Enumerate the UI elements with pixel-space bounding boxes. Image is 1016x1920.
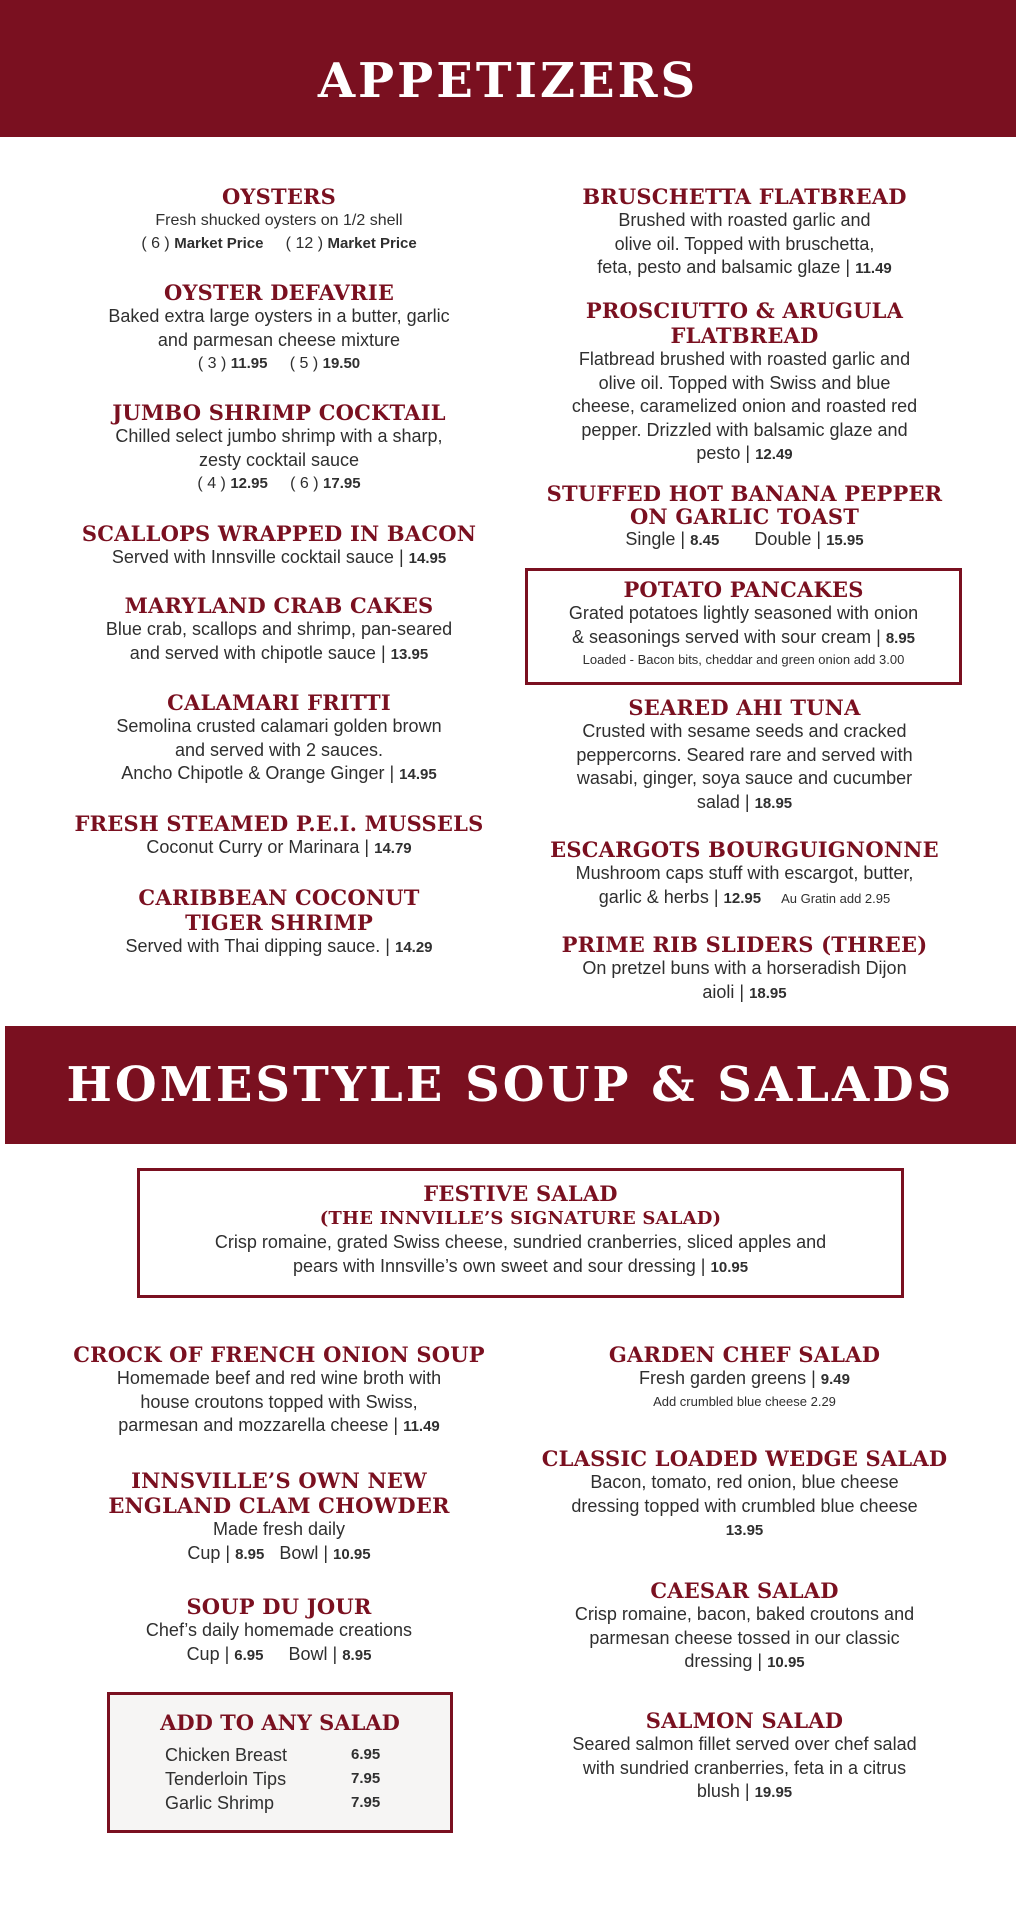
- festive-salad-box: [137, 1168, 904, 1298]
- item-name: PROSCIUTTO & ARUGULA: [585, 298, 904, 323]
- menu-item-bruschetta-flatbread: [532, 184, 957, 281]
- item-name: FLATBREAD: [670, 323, 819, 348]
- item-desc: Chef’s daily homemade creations: [145, 1620, 413, 1640]
- item-name: ESCARGOTS BOURGUIGNONNE: [550, 837, 939, 862]
- desc-text: dressing |: [684, 1651, 763, 1671]
- item-desc: olive oil. Topped with bruschetta,: [614, 233, 875, 254]
- menu-item-oyster-defavrie: [69, 280, 489, 376]
- desc-text: Ancho Chipotle & Orange Ginger |: [121, 763, 395, 783]
- item-desc: [532, 1780, 957, 1805]
- item-desc: [69, 762, 489, 787]
- qty-label: Bowl |: [288, 1643, 338, 1664]
- price: 18.95: [749, 984, 787, 1002]
- item-prices: [69, 352, 489, 376]
- price: 19.95: [754, 1784, 793, 1801]
- desc-text: Coconut Curry or Marinara |: [146, 837, 370, 857]
- add-on-row: [165, 1767, 450, 1791]
- item-name: TIGER SHRIMP: [185, 910, 373, 935]
- item-name: SCALLOPS WRAPPED IN BACON: [81, 521, 477, 546]
- item-name: FRESH STEAMED P.E.I. MUSSELS: [74, 811, 484, 836]
- menu-item-maryland-crab-cakes: [69, 593, 489, 666]
- item-name: CARIBBEAN COCONUT: [138, 885, 420, 910]
- add-on-label: Tenderloin Tips: [165, 1769, 287, 1789]
- item-desc: [69, 642, 489, 667]
- price: 10.95: [710, 1258, 749, 1276]
- desc-text: Served with Thai dipping sauce. |: [125, 936, 390, 956]
- menu-item-salmon-salad: [532, 1708, 957, 1805]
- add-on-price: 7.95: [351, 1794, 381, 1811]
- item-name: SEARED AHI TUNA: [628, 695, 861, 720]
- item-name: INNSVILLE’S OWN NEW: [131, 1468, 427, 1493]
- desc-text: feta, pesto and balsamic glaze |: [597, 257, 851, 277]
- item-desc: [532, 1367, 957, 1392]
- item-desc: Blue crab, scallops and shrimp, pan-seared: [105, 619, 453, 639]
- item-desc: Semolina crusted calamari golden brown: [116, 716, 442, 736]
- item-name: PRIME RIB SLIDERS (THREE): [561, 932, 928, 957]
- item-name: CALAMARI FRITTI: [167, 690, 391, 715]
- menu-item-soup-du-jour: [69, 1594, 489, 1667]
- item-desc: and parmesan cheese mixture: [157, 329, 401, 350]
- item-name: GARDEN CHEF SALAD: [608, 1342, 881, 1367]
- item-desc: [69, 1414, 489, 1439]
- item-desc: [140, 1255, 901, 1280]
- item-name: JUMBO SHRIMP COCKTAIL: [112, 400, 446, 425]
- item-prices: [69, 233, 489, 255]
- price: 14.79: [374, 840, 412, 857]
- item-desc: pepper. Drizzled with balsamic glaze and: [581, 419, 908, 440]
- qty-label: ( 4 ): [197, 475, 226, 492]
- desc-text: blush |: [696, 1781, 750, 1801]
- price: 11.49: [855, 260, 892, 277]
- item-desc: wasabi, ginger, soya sauce and cucumber: [576, 768, 913, 788]
- item-desc: Brushed with roasted garlic and: [618, 210, 871, 230]
- price: 18.95: [754, 794, 793, 812]
- item-desc: zesty cocktail sauce: [198, 449, 360, 470]
- qty-label: ( 5 ): [289, 355, 319, 372]
- item-desc: [532, 256, 957, 281]
- menu-item-scallops-wrapped-in-bacon: [69, 521, 489, 571]
- price: 13.95: [390, 645, 429, 663]
- menu-item-jumbo-shrimp-cocktail: [69, 400, 489, 496]
- item-desc: [532, 442, 957, 467]
- add-on-label: Garlic Shrimp: [165, 1793, 275, 1813]
- qty-label: ( 12 ): [285, 235, 324, 252]
- item-desc: [532, 791, 957, 816]
- item-note: Loaded - Bacon bits, cheddar and green onion add 3.00: [582, 652, 905, 667]
- item-prices: [532, 1518, 957, 1543]
- item-desc: Baked extra large oysters in a butter, garlic: [108, 306, 450, 326]
- item-desc: [532, 886, 957, 911]
- menu-item-garden-chef-salad: [532, 1342, 957, 1411]
- menu-item-caesar-salad: [532, 1578, 957, 1675]
- item-name: STUFFED HOT BANANA PEPPER: [546, 481, 943, 506]
- item-desc: [69, 836, 489, 861]
- item-desc: Fresh shucked oysters on 1/2 shell: [155, 212, 403, 229]
- price: 8.45: [690, 532, 720, 549]
- desc-text: & seasonings served with sour cream |: [571, 626, 881, 647]
- qty-label: ( 3 ): [197, 355, 227, 372]
- price: 6.95: [234, 1646, 264, 1664]
- item-name: ON GARLIC TOAST: [629, 504, 860, 529]
- price: Market Price: [174, 235, 264, 252]
- appetizers-title: APPETIZERS: [317, 52, 699, 109]
- desc-text: salad |: [696, 791, 750, 812]
- item-desc: Bacon, tomato, red onion, blue cheese: [590, 1472, 899, 1492]
- menu-item-prime-rib-sliders: [532, 932, 957, 1005]
- add-on-row: [165, 1743, 450, 1767]
- qty-label: Bowl |: [279, 1542, 329, 1563]
- item-name: CAESAR SALAD: [650, 1578, 839, 1603]
- price: 12.95: [230, 475, 268, 492]
- desc-text: Fresh garden greens |: [639, 1368, 816, 1388]
- item-desc: cheese, caramelized onion and roasted red: [571, 396, 918, 416]
- appetizers-banner: [0, 0, 1016, 137]
- price: 12.49: [755, 446, 793, 463]
- price: 11.49: [403, 1418, 440, 1435]
- item-desc: olive oil. Topped with Swiss and blue: [598, 372, 891, 393]
- item-name: SOUP DU JOUR: [186, 1594, 372, 1619]
- price: 14.29: [394, 939, 433, 956]
- item-desc: with sundried cranberries, feta in a citrus: [582, 1757, 907, 1778]
- add-on-price: 7.95: [351, 1770, 381, 1787]
- menu-item-caribbean-coconut-shrimp: [69, 885, 489, 960]
- add-to-salad-list: [110, 1743, 450, 1815]
- price: 8.95: [342, 1646, 372, 1664]
- item-desc: Grated potatoes lightly seasoned with onion: [568, 603, 919, 623]
- item-prices: [532, 528, 957, 553]
- qty-label: ( 6 ): [141, 235, 170, 252]
- price: 14.95: [408, 550, 447, 567]
- qty-label: Double |: [754, 529, 822, 549]
- item-desc: [532, 981, 957, 1006]
- item-desc: Crisp romaine, grated Swiss cheese, sundried cranberries, sliced apples and: [214, 1232, 827, 1252]
- item-desc: [69, 546, 489, 571]
- desc-text: aioli |: [702, 981, 745, 1002]
- qty-label: ( 6 ): [290, 475, 319, 492]
- menu-item-calamari-fritti: [69, 690, 489, 787]
- item-desc: [528, 626, 959, 651]
- desc-text: pears with Innsville’s own sweet and sour dressing |: [292, 1255, 706, 1276]
- item-desc: parmesan cheese tossed in our classic: [589, 1627, 900, 1648]
- menu-item-stuffed-banana-pepper: [532, 481, 957, 553]
- price: 17.95: [323, 475, 361, 492]
- menu-item-escargots-bourguignonne: [532, 837, 957, 910]
- price: 8.95: [235, 1545, 265, 1563]
- item-note: Au Gratin add 2.95: [781, 890, 891, 906]
- price: 13.95: [725, 1522, 764, 1539]
- soups-salads-banner: [5, 1026, 1016, 1144]
- item-desc: house croutons topped with Swiss,: [140, 1391, 418, 1412]
- add-to-salad-box: [107, 1692, 453, 1833]
- item-prices: [69, 472, 489, 496]
- menu-item-festive-salad: [140, 1171, 901, 1279]
- add-on-label: Chicken Breast: [165, 1745, 288, 1765]
- item-desc: Crisp romaine, bacon, baked croutons and: [574, 1604, 915, 1624]
- item-name: ENGLAND CLAM CHOWDER: [108, 1493, 450, 1518]
- menu-item-potato-pancakes: [528, 571, 959, 669]
- menu-item-seared-ahi-tuna: [532, 695, 957, 815]
- item-name: OYSTER DEFAVRIE: [163, 280, 395, 305]
- add-on-row: [165, 1791, 450, 1815]
- item-note: Add crumbled blue cheese 2.29: [653, 1393, 836, 1409]
- item-name: SALMON SALAD: [645, 1708, 844, 1733]
- item-desc: Chilled select jumbo shrimp with a sharp,: [115, 426, 443, 446]
- item-desc: Made fresh daily: [212, 1519, 346, 1539]
- menu-item-prosciutto-arugula-flatbread: [532, 298, 957, 467]
- item-prices: [69, 1643, 489, 1668]
- price: 9.49: [820, 1371, 850, 1388]
- item-desc: peppercorns. Seared rare and served with: [576, 744, 913, 765]
- soups-salads-title: HOMESTYLE SOUP & SALADS: [66, 1057, 955, 1113]
- menu-item-classic-wedge-salad: [532, 1446, 957, 1543]
- qty-label: Cup |: [187, 1542, 231, 1563]
- price: 11.95: [230, 355, 268, 372]
- desc-text: pesto |: [696, 443, 751, 463]
- item-prices: [69, 1542, 489, 1567]
- menu-item-oysters: [69, 184, 489, 255]
- item-desc: Seared salmon fillet served over chef salad: [572, 1734, 917, 1754]
- item-desc: Mushroom caps stuff with escargot, butter,: [575, 863, 914, 883]
- add-on-price: 6.95: [351, 1746, 381, 1763]
- qty-label: Cup |: [186, 1643, 230, 1664]
- qty-label: Single |: [625, 529, 686, 549]
- item-desc: Homemade beef and red wine broth with: [116, 1368, 442, 1388]
- menu-item-steamed-mussels: [69, 811, 489, 861]
- desc-text: Served with Innsville cocktail sauce |: [111, 547, 404, 567]
- price: 14.95: [399, 766, 437, 783]
- desc-text: garlic & herbs |: [598, 886, 719, 907]
- item-name: OYSTERS: [221, 184, 337, 209]
- menu-item-french-onion-soup: [69, 1342, 489, 1439]
- item-name: MARYLAND CRAB CAKES: [124, 593, 434, 618]
- item-desc: dressing topped with crumbled blue cheese: [571, 1495, 918, 1516]
- item-name: POTATO PANCAKES: [623, 577, 864, 602]
- price: 8.95: [885, 629, 916, 647]
- price: 12.95: [723, 889, 762, 907]
- item-desc: [532, 1650, 957, 1675]
- menu-item-clam-chowder: [69, 1468, 489, 1566]
- add-to-salad-title: ADD TO ANY SALAD: [160, 1710, 400, 1735]
- item-desc: Crusted with sesame seeds and cracked: [582, 721, 907, 741]
- price: 15.95: [826, 532, 864, 549]
- item-desc: Flatbread brushed with roasted garlic and: [578, 349, 911, 369]
- price: 10.95: [767, 1654, 805, 1671]
- item-desc: On pretzel buns with a horseradish Dijon: [582, 958, 907, 978]
- item-desc: and served with 2 sauces.: [174, 739, 384, 760]
- potato-pancakes-box: [525, 568, 962, 685]
- item-name: FESTIVE SALAD: [423, 1181, 618, 1206]
- item-desc: [69, 935, 489, 960]
- item-name: BRUSCHETTA FLATBREAD: [582, 184, 907, 209]
- price: Market Price: [327, 235, 417, 252]
- item-name: CLASSIC LOADED WEDGE SALAD: [541, 1446, 948, 1471]
- price: 19.50: [322, 355, 361, 372]
- desc-text: and served with chipotle sauce |: [129, 642, 386, 663]
- item-name: CROCK OF FRENCH ONION SOUP: [73, 1342, 485, 1367]
- item-subtitle: (THE INNVILLE’S SIGNATURE SALAD): [319, 1208, 722, 1229]
- price: 10.95: [333, 1545, 371, 1563]
- desc-text: parmesan and mozzarella cheese |: [118, 1415, 399, 1435]
